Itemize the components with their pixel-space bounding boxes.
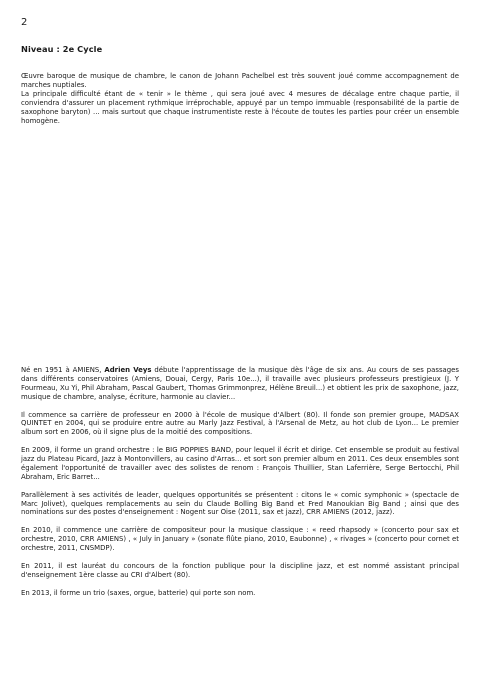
bio-paragraph: Parallèlement à ses activités de leader, quelques opportunités se présentent : citons le « comic symphonic » (spectacle de Marc Jolivet), quelques remplacements au sein du Claude Bolling Big Band et Fred Manoukian Big Band ; ainsi que des nominations sur des postes d'enseignement : Nogent sur Oise (2011, sax et jazz), CRR AMIENS (2012, jazz).: [21, 490, 459, 517]
bio-text: Né en 1951 à AMIENS,: [21, 366, 105, 374]
bio-paragraph: En 2011, il est lauréat du concours de la fonction publique pour la discipline jazz, et est nommé assistant principal d'enseignement 1ère classe au CRI d'Albert (80).: [21, 561, 459, 579]
bio-paragraph: En 2010, il commence une carrière de compositeur pour la musique classique : « reed rhapsody » (concerto pour sax et orchestre, 2010, CRR AMIENS) , « July in January » (sonate flûte piano, 2010, Eaubonne) , « rivages » (concerto pour cornet et orchestre, 2011, CNSMDP).: [21, 526, 459, 553]
bio-text: débute l'apprentissage de la musique dès l'âge de six ans. Au cours de ses passages dans différents conservatoires (Amiens, Douai, Cergy, Paris 10e...), il travaille avec plusieurs professeurs prestigieux (J. Y Fourmeau, Xu Yi, Phil Abraham, Pascal Gaubert, Thomas Grimmonprez, Hélène Breuil...) et obtient les prix de saxophone, jazz, musique de chambre, analyse, écriture, harmonie au clavier...: [21, 366, 459, 401]
page-number: 2: [21, 17, 28, 28]
composer-name: Adrien Veys: [104, 366, 152, 374]
intro-paragraph: Œuvre baroque de musique de chambre, le canon de Johann Pachelbel est très souvent joué comme accompagnement de marches nuptiales.: [21, 72, 459, 89]
bio-paragraph: Il commence sa carrière de professeur en 2000 à l'école de musique d'Albert (80). Il fonde son premier groupe, MADSAX QUINTET en 2004, qui se produire entre autre au Marly Jazz Festival, à l'Arsenal de Metz, au hot club de Lyon... Le premier album sort en 2006, où il signe plus de la moitié des compositions.: [21, 410, 459, 437]
bio-paragraph: En 2013, il forme un trio (saxes, orgue, batterie) qui porte son nom.: [21, 588, 256, 597]
level-heading: Niveau : 2e Cycle: [21, 44, 103, 54]
biography-section: [21, 366, 459, 597]
bio-paragraph: En 2009, il forme un grand orchestre : le BIG POPPIES BAND, pour lequel il écrit et dirige. Cet ensemble se produit au festival jazz du Plateau Picard, Jazz à Montonvillers, au casino d'Arras... et sort son premier album en 2011. Ces deux ensembles sont également l'opportunité de travailler avec des solistes de renom : François Thuillier, Stan Laferrière, Serge Bertocchi, Phil Abraham, Eric Barret...: [21, 446, 459, 481]
bio-paragraph: [21, 366, 459, 402]
intro-paragraph: La principale difficulté étant de « tenir » le thème , qui sera joué avec 4 mesures de décalage entre chaque partie, il conviendra d'assurer un placement rythmique irréprochable, appuyé par un tempo immuable (responsabilité de la partie de saxophone baryton) ... mais surtout que chaque instrumentiste reste à l'écoute de toutes les parties pour créer un ensemble homogène.: [21, 89, 459, 125]
intro-section: [21, 72, 459, 125]
